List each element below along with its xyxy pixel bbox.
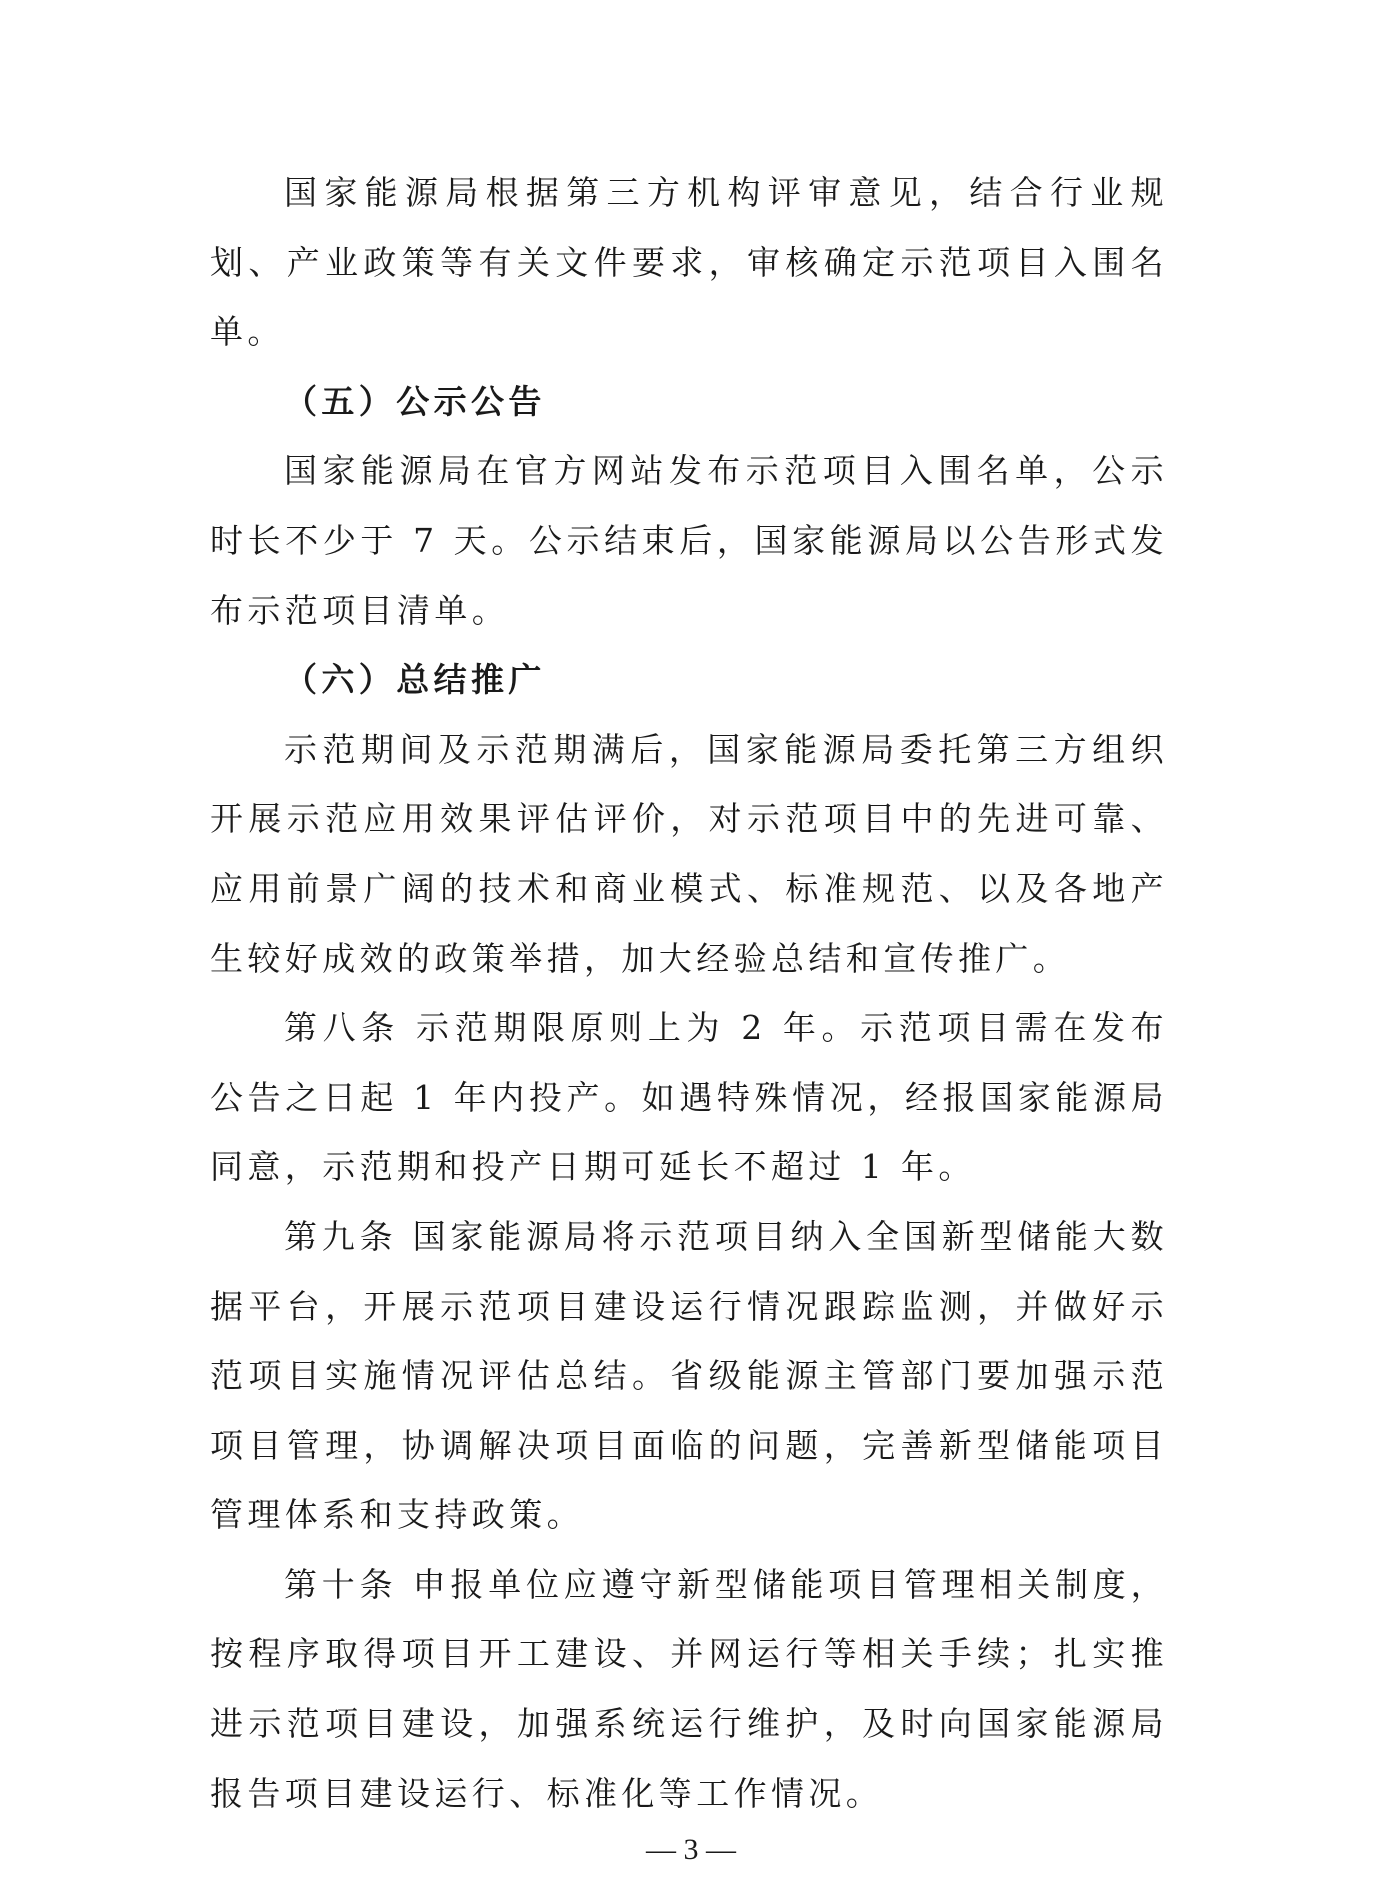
- paragraph-publicity: 国家能源局在官方网站发布示范项目入围名单，公示时长不少于 7 天。公示结束后，国家能源局以公告形式发布示范项目清单。: [210, 451, 1168, 630]
- paragraph-article-8: 第八条 示范期限原则上为 2 年。示范项目需在发布公告之日起 1 年内投产。如遇特殊情况，经报国家能源局同意，示范期和投产日期可延长不超过 1 年。: [210, 1008, 1168, 1187]
- paragraph-review-list: 国家能源局根据第三方机构评审意见，结合行业规划、产业政策等有关文件要求，审核确定示范项目入围名单。: [210, 173, 1168, 352]
- paragraph-summary: 示范期间及示范期满后，国家能源局委托第三方组织开展示范应用效果评估评价，对示范项目中的先进可靠、应用前景广阔的技术和商业模式、标准规范、以及各地产生较好成效的政策举措，加大经验总结和宣传推广。: [210, 729, 1168, 978]
- section-heading-publicity: （五）公示公告: [284, 381, 546, 421]
- paragraph-article-10: 第十条 申报单位应遵守新型储能项目管理相关制度，按程序取得项目开工建设、并网运行等相关手续；扎实推进示范项目建设，加强系统运行维护，及时向国家能源局报告项目建设运行、标准化等工作情况。: [210, 1564, 1168, 1813]
- section-heading-summary: （六）总结推广: [284, 660, 546, 700]
- document-body: [210, 158, 1168, 1828]
- paragraph-article-9: 第九条 国家能源局将示范项目纳入全国新型储能大数据平台，开展示范项目建设运行情况跟踪监测，并做好示范项目实施情况评估总结。省级能源主管部门要加强示范项目管理，协调解决项目面临的问题，完善新型储能项目管理体系和支持政策。: [210, 1216, 1168, 1535]
- page-number: — 3 —: [646, 1833, 736, 1866]
